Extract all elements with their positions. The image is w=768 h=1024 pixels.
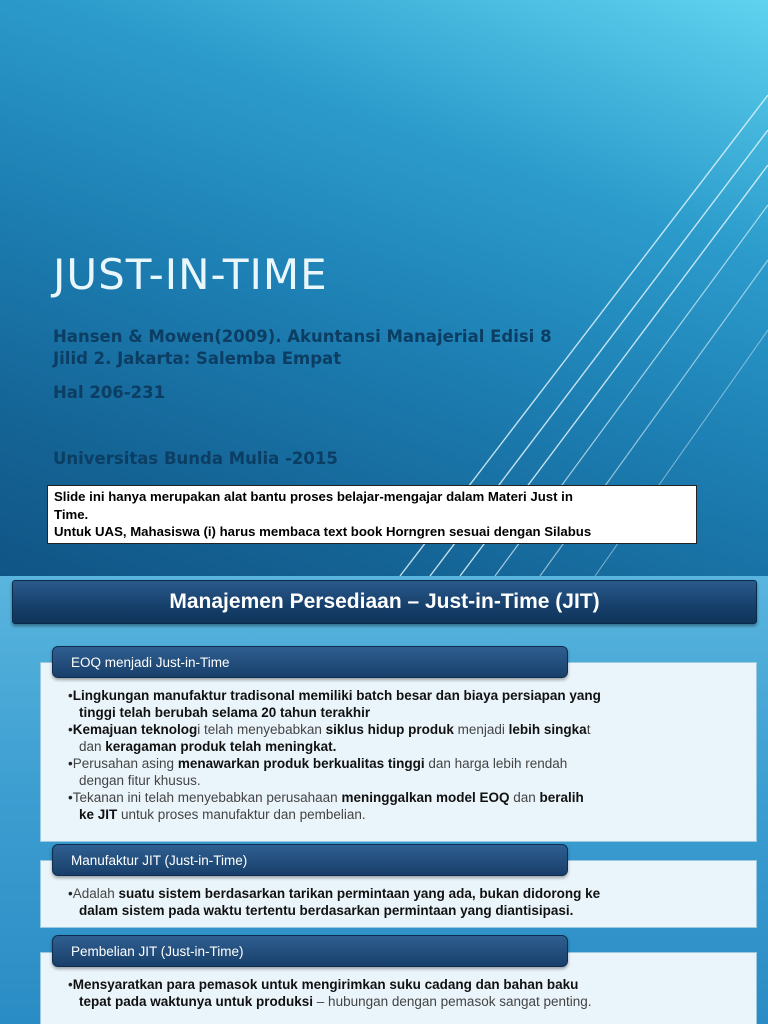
list-item-continuation: ke JIT untuk proses manufaktur dan pembelian. [79, 807, 366, 822]
list-item-continuation: dan keragaman produk telah meningkat. [79, 739, 337, 754]
list-item: •Tekanan ini telah menyebabkan perusahaan meninggalkan model EOQ dan beralih [68, 790, 584, 805]
content-slide-title: Manajemen Persediaan – Just-in-Time (JIT) [12, 580, 757, 624]
bullet-list [68, 687, 601, 823]
list-item-continuation: tinggi telah berubah selama 20 tahun terakhir [79, 705, 371, 720]
section-header: Pembelian JIT (Just-in-Time) [52, 935, 568, 967]
bullet-list [68, 976, 592, 1010]
list-item: •Perusahan asing menawarkan produk berkualitas tinggi dan harga lebih rendah [68, 756, 568, 771]
bullet-list [68, 885, 600, 919]
section-header: EOQ menjadi Just-in-Time [52, 646, 568, 678]
list-item: •Kemajuan teknologi telah menyebabkan siklus hidup produk menjadi lebih singkat [68, 722, 591, 737]
section-header: Manufaktur JIT (Just-in-Time) [52, 844, 568, 876]
note-line: Time. [54, 506, 89, 522]
note-line: Untuk UAS, Mahasiswa (i) harus membaca text book Horngren sesuai dengan Silabus [54, 524, 592, 539]
note-line: Slide ini hanya merupakan alat bantu proses belajar-mengajar dalam Materi Just in [54, 489, 573, 504]
reference-line-2: Jilid 2. Jakarta: Salemba Empat [53, 349, 342, 368]
reference-line-1: Hansen & Mowen(2009). Akuntansi Manajerial Edisi 8 [53, 327, 552, 346]
slide-title: JUST-IN-TIME [53, 250, 328, 299]
list-item: •Mensyaratkan para pemasok untuk mengirimkan suku cadang dan bahan baku [68, 977, 579, 992]
list-item-continuation: tepat pada waktunya untuk produksi – hubungan dengan pemasok sangat penting. [79, 994, 592, 1009]
disclaimer-note [47, 485, 697, 544]
content-slide [0, 576, 768, 1024]
page-range: Hal 206-231 [53, 383, 166, 402]
list-item-continuation: dalam sistem pada waktu tertentu berdasarkan permintaan yang diantisipasi. [79, 903, 574, 918]
list-item: •Lingkungan manufaktur tradisonal memiliki batch besar dan biaya persiapan yang [68, 688, 601, 703]
institution: Universitas Bunda Mulia -2015 [53, 449, 338, 468]
list-item: •Adalah suatu sistem berdasarkan tarikan permintaan yang ada, bukan didorong ke [68, 886, 601, 901]
list-item-continuation: dengan fitur khusus. [79, 773, 201, 788]
